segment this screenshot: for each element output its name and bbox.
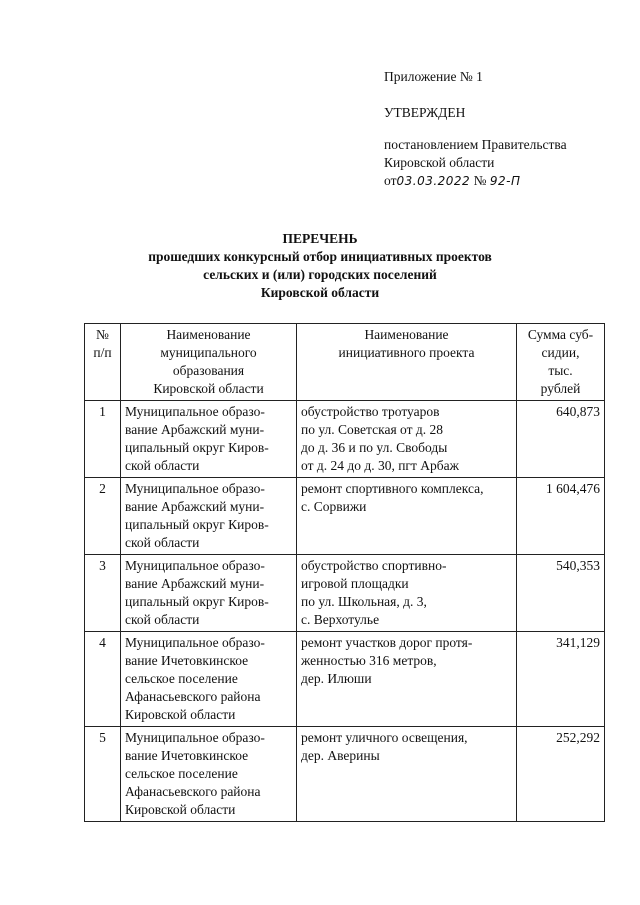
region-line: Кировской области bbox=[384, 155, 495, 170]
row-number: 2 bbox=[85, 478, 121, 555]
row-project: обустройство тротуаров по ул. Советская от д. 28 до д. 36 и по ул. Свободы от д. 24 до д. 30, пгт Арбаж bbox=[297, 401, 517, 478]
title-line-1: ПЕРЕЧЕНЬ bbox=[282, 231, 358, 246]
approval-header bbox=[384, 68, 624, 190]
table-row bbox=[85, 632, 605, 727]
row-project: ремонт уличного освещения, дер. Аверины bbox=[297, 727, 517, 822]
row-sum: 640,873 bbox=[517, 401, 605, 478]
approved-label: УТВЕРЖДЕН bbox=[384, 105, 466, 120]
row-sum: 540,353 bbox=[517, 555, 605, 632]
projects-table bbox=[84, 323, 605, 822]
row-project: обустройство спортивно- игровой площадки по ул. Школьная, д. 3, с. Верхотулье bbox=[297, 555, 517, 632]
row-sum: 252,292 bbox=[517, 727, 605, 822]
row-number: 3 bbox=[85, 555, 121, 632]
title-line-2: прошедших конкурсный отбор инициативных проектов bbox=[148, 249, 492, 264]
row-project: ремонт спортивного комплекса, с. Сорвижи bbox=[297, 478, 517, 555]
row-municipality: Муниципальное образо- вание Арбажский муни- ципальный округ Киров- ской области bbox=[121, 555, 297, 632]
from-prefix: от bbox=[384, 173, 397, 188]
header-sum: Сумма суб- сидии, тыс. рублей bbox=[517, 324, 605, 401]
header-municipality: Наименование муниципального образования Кировской области bbox=[121, 324, 297, 401]
row-project: ремонт участков дорог протя- женностью 316 метров, дер. Илюши bbox=[297, 632, 517, 727]
decree-line: постановлением Правительства bbox=[384, 137, 567, 152]
title-line-4: Кировской области bbox=[260, 285, 380, 300]
row-municipality: Муниципальное образо- вание Арбажский муни- ципальный округ Киров- ской области bbox=[121, 478, 297, 555]
table-row bbox=[85, 727, 605, 822]
number-prefix: № bbox=[473, 173, 487, 188]
header-project: Наименование инициативного проекта bbox=[297, 324, 517, 401]
row-municipality: Муниципальное образо- вание Ичетовкинское сельское поселение Афанасьевского района Кировской области bbox=[121, 632, 297, 727]
appendix-label: Приложение № 1 bbox=[384, 69, 483, 84]
row-municipality: Муниципальное образо- вание Ичетовкинское сельское поселение Афанасьевского района Кировской области bbox=[121, 727, 297, 822]
row-sum: 1 604,476 bbox=[517, 478, 605, 555]
title-line-3: сельских и (или) городских поселений bbox=[203, 267, 437, 282]
table-row bbox=[85, 555, 605, 632]
table-row bbox=[85, 478, 605, 555]
row-number: 1 bbox=[85, 401, 121, 478]
row-number: 4 bbox=[85, 632, 121, 727]
row-number: 5 bbox=[85, 727, 121, 822]
handwritten-date: 03.03.2022 bbox=[396, 174, 471, 188]
table-header-row bbox=[85, 324, 605, 401]
row-municipality: Муниципальное образо- вание Арбажский муни- ципальный округ Киров- ской области bbox=[121, 401, 297, 478]
row-sum: 341,129 bbox=[517, 632, 605, 727]
header-number: № п/п bbox=[85, 324, 121, 401]
decree-date-number bbox=[384, 172, 624, 190]
table-row bbox=[85, 401, 605, 478]
handwritten-number: 92-П bbox=[489, 174, 521, 188]
document-title bbox=[0, 230, 640, 302]
